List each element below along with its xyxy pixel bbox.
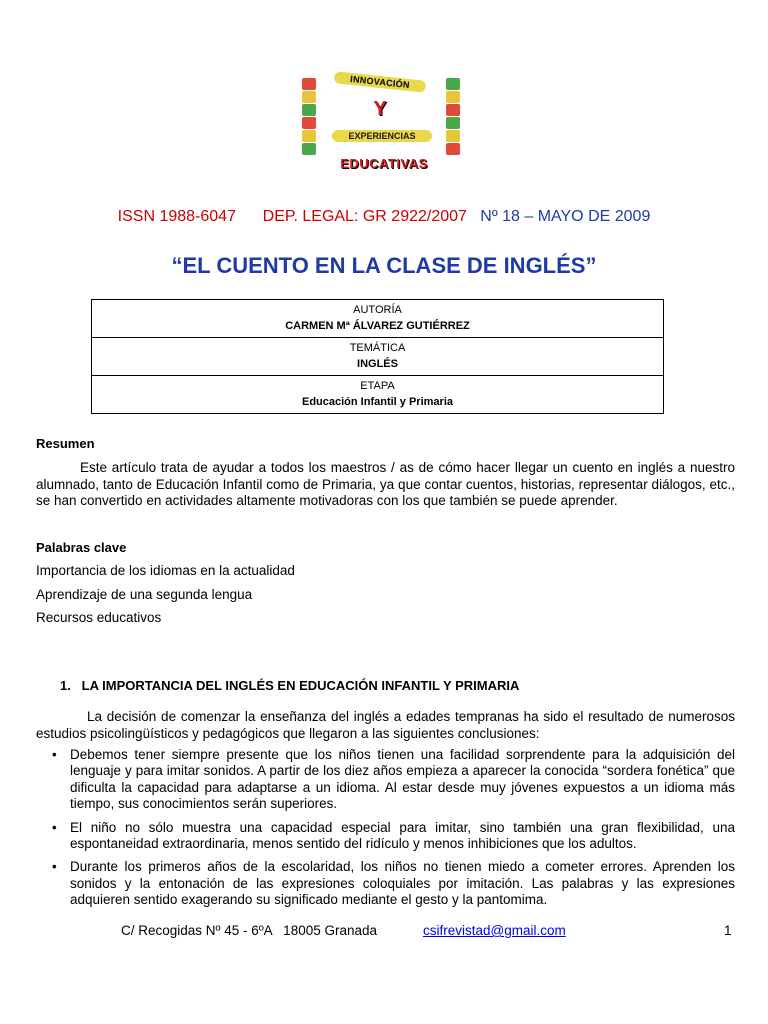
issue-number: Nº 18 – MAYO DE 2009 [480,208,651,225]
footer-address: C/ Recogidas Nº 45 - 6ºA 18005 Granada [121,923,378,938]
section-1-heading: 1. LA IMPORTANCIA DEL INGLÉS EN EDUCACIÓN INFANTIL Y PRIMARIA [60,678,520,693]
meta-row-etapa [92,376,664,414]
meta-row-tematica [92,338,664,376]
bullet-icon: • [52,819,57,835]
article-meta-table [91,299,664,414]
logo-word-educativas: EDUCATIVAS [340,156,428,171]
meta-value: CARMEN Mª ÁLVAREZ GUTIÉRREZ [285,320,470,332]
footer-email-link[interactable]: csifrevistad@gmail.com [423,923,566,938]
logo-word-innovacion: INNOVACIÓN [334,71,427,93]
bullet-text: Durante los primeros años de la escolaridad, los niños no tienen miedo a cometer errores. Aprenden los sonidos y la entonación de las expresiones coloquiales por imitación. Las palabras y las expresiones adquieren sentido exagerando su significado mediante el gesto y la pantomima. [70,859,735,908]
keyword-item: Aprendizaje de una segunda lengua [36,587,253,602]
issn: ISSN 1988-6047 [117,208,236,225]
meta-label: AUTORÍA [353,304,402,316]
resumen-text: Este artículo trata de ayudar a todos los maestros / as de cómo hacer llegar un cuento en inglés a nuestro alumnado, tanto de Educación Infantil como de Primaria, ya que contar cuentos, historias, representar diálogos, etc., se han convertido en actividades altamente motivadoras con los que también se puede aprender. [36,460,735,509]
meta-label: TEMÁTICA [349,342,406,354]
footer-email-wrap [423,923,566,938]
bullet-icon: • [52,859,57,875]
resumen-heading: Resumen [36,436,95,451]
article-title: “EL CUENTO EN LA CLASE DE INGLÉS” [171,253,597,278]
keyword-item: Recursos educativos [36,610,162,625]
list-item [52,820,735,853]
logo-word-experiencias: EXPERIENCIAS [332,130,432,142]
bullet-text: El niño no sólo muestra una capacidad especial para imitar, sino también una gran flexibilidad, una espontaneidad extraordinaria, menos sentido del ridículo y menos inhibiciones que los adultos. [70,819,735,852]
page-number: 1 [724,923,732,938]
list-item [52,747,735,813]
meta-label: ETAPA [360,380,395,392]
bullet-icon: • [52,747,57,762]
list-item [52,859,735,908]
meta-row-autoria [92,300,664,338]
meta-value: Educación Infantil y Primaria [302,396,453,408]
meta-value: INGLÉS [357,358,398,370]
keyword-item: Importancia de los idiomas en la actualidad [36,563,295,578]
journal-logo [296,72,462,178]
section-1-intro: La decisión de comenzar la enseñanza del inglés a edades tempranas ha sido el resultado de numerosos estudios psicolingüísticos y pedagógicos que llegaron a las siguientes conclusiones: [36,709,735,741]
keywords-heading: Palabras clave [36,540,127,555]
issn-line [0,208,768,226]
section-1-bullet-list [52,747,735,916]
logo-right-column [446,78,464,162]
logo-left-column [302,78,320,162]
logo-word-y: Y [373,98,387,120]
bullet-text: Debemos tener siempre presente que los niños tienen una facilidad sorprendente para la adquisición del lenguaje y para imitar sonidos. A partir de los diez años empieza a aparecer la conocida “sordera fonética” que dificulta la capacidad para adaptarse a un idioma. Al estar desde muy jóvenes expuestos a un idioma más tiempo, sus conocimientos serán superiores. [70,747,735,812]
dep-legal: DEP. LEGAL: GR 2922/2007 [262,208,467,225]
